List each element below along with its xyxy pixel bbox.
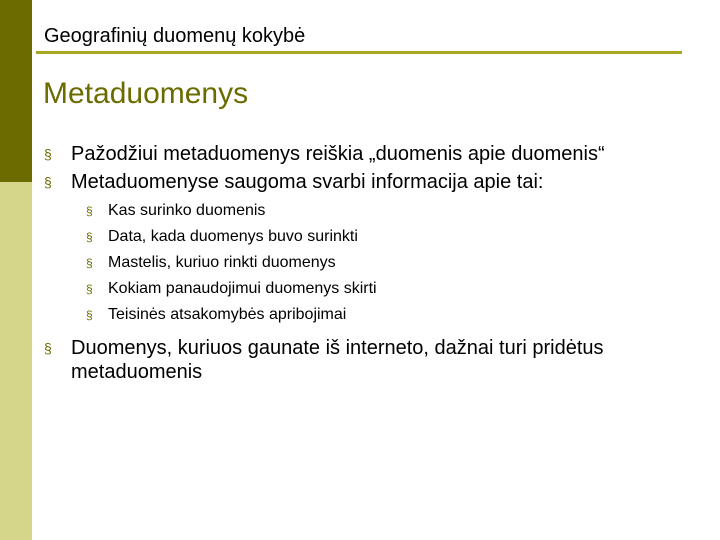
bullet-marker-icon: § <box>44 146 52 162</box>
bullet-marker-icon: § <box>44 340 52 356</box>
sub-bullet-item <box>86 250 684 276</box>
slide-title: Metaduomenys <box>43 77 249 110</box>
bullet-item <box>44 170 684 194</box>
left-accent-bar-dark <box>0 0 32 182</box>
bullet-text: Metaduomenyse saugoma svarbi informacija apie tai: <box>71 171 544 193</box>
sub-bullet-marker-icon: § <box>86 256 93 270</box>
sub-bullet-item <box>86 198 684 224</box>
sub-bullet-marker-icon: § <box>86 282 93 296</box>
title-divider <box>36 51 682 54</box>
bullet-marker-icon: § <box>44 174 52 190</box>
sub-bullet-item <box>86 302 684 328</box>
left-accent-bar-light <box>0 182 32 540</box>
sub-bullet-item <box>86 224 684 250</box>
sub-bullet-text: Data, kada duomenys buvo surinkti <box>108 228 358 245</box>
bullet-item <box>44 336 684 384</box>
sub-bullet-text: Kokiam panaudojimui duomenys skirti <box>108 280 377 297</box>
section-title: Geografinių duomenų kokybė <box>44 25 306 47</box>
sub-bullet-text: Teisinės atsakomybės apribojimai <box>108 306 347 323</box>
sub-bullet-text: Mastelis, kuriuo rinkti duomenys <box>108 254 336 271</box>
sub-bullet-marker-icon: § <box>86 308 93 322</box>
sub-bullet-text: Kas surinko duomenis <box>108 202 266 219</box>
sub-bullet-list <box>86 198 684 328</box>
bullet-item <box>44 142 684 166</box>
sub-bullet-marker-icon: § <box>86 230 93 244</box>
bullet-text: Duomenys, kuriuos gaunate iš interneto, dažnai turi pridėtus metaduomenis <box>71 337 604 383</box>
slide-body <box>44 142 684 388</box>
bullet-text: Pažodžiui metaduomenys reiškia „duomenis apie duomenis“ <box>71 143 605 165</box>
sub-bullet-marker-icon: § <box>86 204 93 218</box>
sub-bullet-item <box>86 276 684 302</box>
